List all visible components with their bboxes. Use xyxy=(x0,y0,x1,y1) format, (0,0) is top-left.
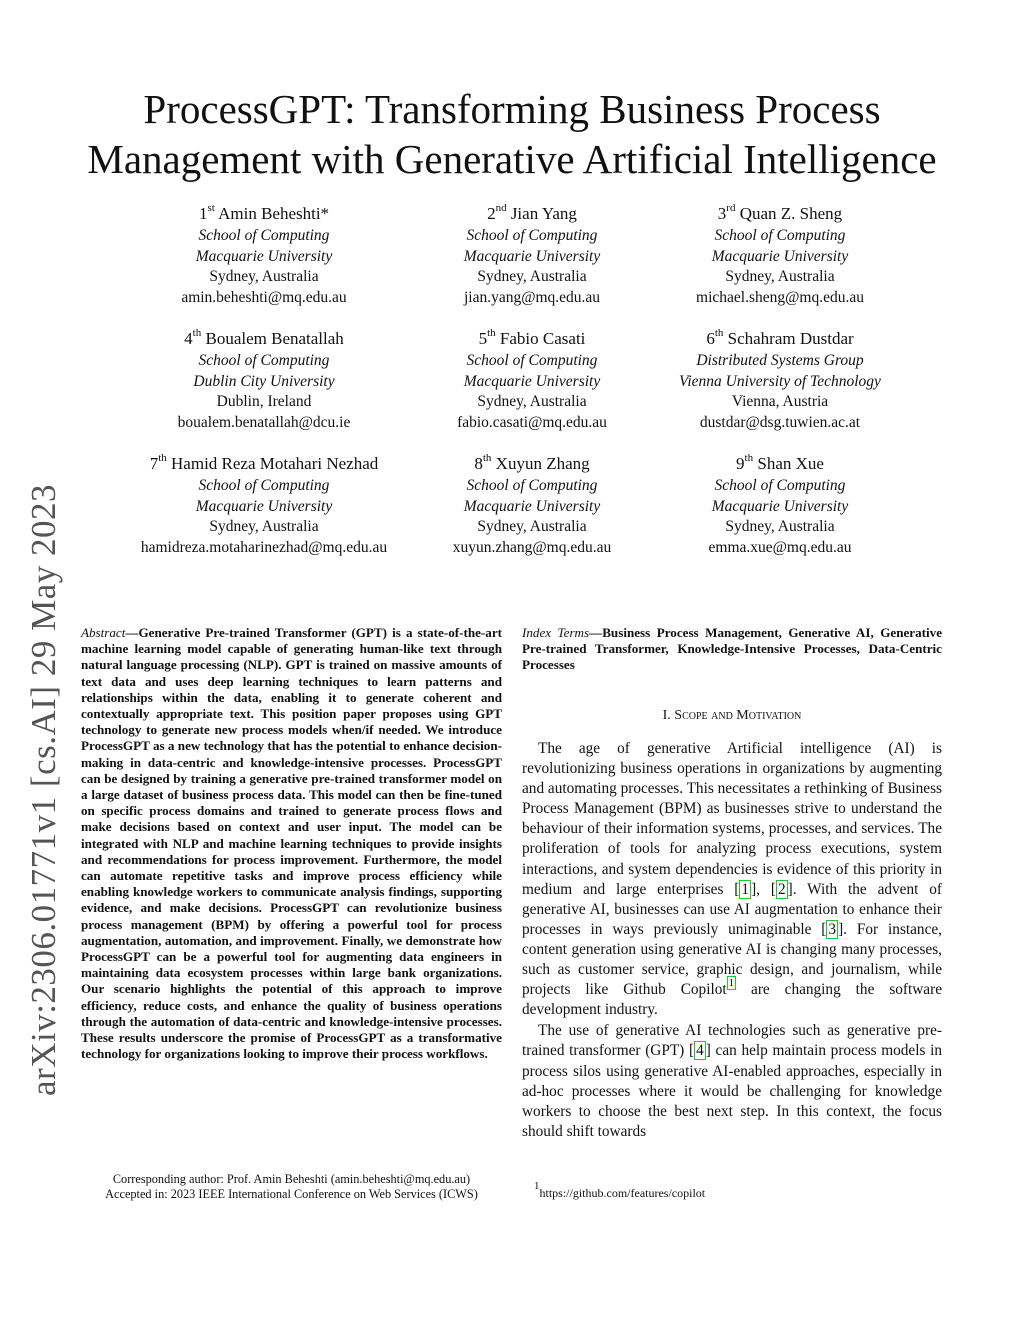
author-location: Vienna, Austria xyxy=(731,393,829,411)
author-location: Sydney, Australia xyxy=(725,518,835,536)
citation-link[interactable]: 2 xyxy=(777,880,786,898)
author-ordinal: 9 xyxy=(736,454,745,473)
footnote-mark: 1 xyxy=(534,1180,540,1192)
author-email: boualem.benatallah@dcu.ie xyxy=(177,414,351,432)
author-org: Macquarie University xyxy=(463,497,601,515)
index-terms-text: —Business Process Management, Generative AI, Generative Pre-trained Transformer, Knowledge-Intensive Processes, Data-Centric Processes xyxy=(522,625,943,673)
author-dept: School of Computing xyxy=(466,227,598,244)
author-name: Boualem Benatallah xyxy=(205,329,344,348)
author-ordinal: 5 xyxy=(478,329,488,348)
author-email: amin.beheshti@mq.edu.au xyxy=(181,289,347,307)
author-location: Dublin, Ireland xyxy=(216,393,312,411)
author-org: Macquarie University xyxy=(195,247,333,265)
author-ordinal: 3 xyxy=(717,204,727,223)
author-ordinal: 4 xyxy=(184,329,193,348)
author-ordinal: 7 xyxy=(149,454,159,473)
citation-link[interactable]: 3 xyxy=(828,920,837,938)
author-ordinal-suffix: rd xyxy=(726,202,736,214)
author-dept: School of Computing xyxy=(714,227,846,244)
author-org: Macquarie University xyxy=(711,497,849,515)
title-line-1: ProcessGPT: Transforming Business Process xyxy=(143,86,881,132)
paragraph: The use of generative AI technologies such as generative pre-trained transformer (GPT) [ 4 ] can help maintain process models in process silos using generative AI-enabled approaches, especially in ad-hoc processes where it would be challenging for knowledge workers to choose the best next step. In this context, the focus should shift towards xyxy=(522,1022,942,1140)
footnote-corresponding-author: Corresponding author: Prof. Amin Beheshti (amin.beheshti@mq.edu.au) xyxy=(112,1172,471,1186)
footnote-left xyxy=(81,1172,502,1203)
abstract-label: Abstract xyxy=(81,625,126,640)
author-email: hamidreza.motaharinezhad@mq.edu.au xyxy=(140,539,388,557)
footnote-url[interactable]: https://github.com/features/copilot xyxy=(539,1186,706,1200)
index-terms xyxy=(522,625,942,674)
author-name: Jian Yang xyxy=(510,204,577,223)
citation-link[interactable]: 4 xyxy=(696,1042,704,1060)
citation-link[interactable]: 1 xyxy=(741,880,750,898)
text-run: can help maintain process models in process silos using generative AI-enabled approaches, especially in ad-hoc processes where it would be challenging for knowledge workers to choose the best next step. In this context, the focus should shift towards xyxy=(522,1042,942,1140)
paper-title xyxy=(40,84,984,184)
author-email: jian.yang@mq.edu.au xyxy=(463,289,601,307)
author-ordinal-suffix: th xyxy=(487,327,496,339)
author-ordinal-suffix: th xyxy=(482,452,492,464)
author-ordinal-suffix: th xyxy=(744,452,754,464)
author-location: Sydney, Australia xyxy=(477,393,587,411)
author-location: Sydney, Australia xyxy=(209,268,319,286)
author-name: Quan Z. Sheng xyxy=(739,204,843,223)
footnote-accepted: Accepted in: 2023 IEEE International Conference on Web Services (ICWS) xyxy=(105,1187,478,1202)
author-dept: School of Computing xyxy=(198,352,330,369)
text-run: The age of generative Artificial intelligence (AI) is revolutionizing business operations in organizations by augmenting and automating processes. This necessitates a rethinking of Business Process Management (BPM) as businesses strive to understand the behaviour of their information systems, processes, and services. The proliferation of tools for analyzing process executions, system interactions, and system dependencies is evidence of this priority in medium and large enterprises xyxy=(522,740,942,898)
abstract-text: —Generative Pre-trained Transformer (GPT) is a state-of-the-art machine learning model capable of generating human-like text through natural language processing (NLP). GPT is trained on massive amounts of text data and uses deep learning techniques to learn patterns and relationships within the data, enabling it to generate coherent and contextually appropriate text. This position paper proposes using GPT technology to generate new process models when/if needed. We introduce ProcessGPT as a new technology that has the potential to enhance decision-making in data-centric and knowledge-intensive processes. ProcessGPT can be designed by training a generative pre-trained transformer model on a large dataset of business process data. This model can then be fine-tuned on specific process domains and trained to generate process flows and make decisions based on context and user input. The model can be integrated with NLP and machine learning techniques to provide insights and recommendations for process improvement. Furthermore, the model can automate repetitive tasks and improve process efficiency while enabling knowledge workers to communicate analysis findings, supporting evidence, and make decisions. ProcessGPT can revolutionize business process management (BPM) by offering a powerful tool for process augmentation, automation, and improvement. Finally, we demonstrate how ProcessGPT can be a powerful tool for augmenting data engineers in maintaining data ecosystem processes within large bank organizations. Our scenario highlights the potential of this approach to improve efficiency, reduce costs, and enhance the quality of business operations through the automation of data-centric and knowledge-intensive processes. These results underscore the promise of ProcessGPT as a transformative technology for organizations looking to improve their process workflows. xyxy=(81,625,502,1062)
author-email: xuyun.zhang@mq.edu.au xyxy=(452,539,612,557)
author-org: Vienna University of Technology xyxy=(679,372,881,390)
author-email: dustdar@dsg.tuwien.ac.at xyxy=(699,414,861,432)
author-location: Sydney, Australia xyxy=(477,268,587,286)
index-terms-label: Index Terms xyxy=(522,625,590,640)
author-org: Macquarie University xyxy=(463,372,601,390)
author-name: Schahram Dustdar xyxy=(727,329,854,348)
section-number: I. xyxy=(662,708,671,723)
author-ordinal-suffix: st xyxy=(207,202,215,214)
author-name: Fabio Casati xyxy=(499,329,586,348)
author-ordinal: 1 xyxy=(198,204,208,223)
text-run: . For instance, content generation using generative AI is changing many processes, such as customer service, graphic design, and journalism, while projects like Github Copilot xyxy=(522,920,942,999)
title-line-2: Management with Generative Artificial Intelligence xyxy=(87,136,937,182)
author-ordinal-suffix: th xyxy=(158,452,167,464)
footnote-link[interactable]: 1 xyxy=(728,977,735,990)
author-name: Xuyun Zhang xyxy=(495,454,590,473)
author-ordinal-suffix: th xyxy=(192,327,202,339)
author-ordinal-suffix: nd xyxy=(495,202,507,214)
text-run: The use of generative AI technologies such as generative pre-trained transformer (GPT) xyxy=(522,1022,942,1060)
author-ordinal: 6 xyxy=(706,329,715,348)
author-org: Macquarie University xyxy=(195,497,333,515)
author-location: Sydney, Australia xyxy=(477,518,587,536)
section-title: Scope and Motivation xyxy=(674,708,802,723)
author-org: Dublin City University xyxy=(193,372,335,390)
author-name: Amin Beheshti* xyxy=(218,204,330,223)
author-block xyxy=(620,327,940,434)
author-block xyxy=(620,452,940,559)
author-location: Sydney, Australia xyxy=(725,268,835,286)
paragraph: The age of generative Artificial intelligence (AI) is revolutionizing business operations in organizations by augmenting and automating processes. This necessitates a rethinking of Business Process Management (BPM) as businesses strive to understand the behaviour of their information systems, processes, and services. The proliferation of tools for analyzing process executions, system interactions, and system dependencies is evidence of this priority in medium and large enterprises [ 1 ], [ 2 ]. With the advent of generative AI, businesses can use AI augmentation to enhance their processes in ways previously unimaginable [ 3 ]. For instance, content generation using generative AI is changing many processes, such as customer service, graphic design, and journalism, while projects like Github Copilot $^1$ are changing the software development industry. xyxy=(522,740,942,1019)
author-name: Hamid Reza Motahari Nezhad xyxy=(171,454,379,473)
author-ordinal: 8 xyxy=(474,454,483,473)
author-ordinal-suffix: th xyxy=(714,327,724,339)
author-dept: School of Computing xyxy=(198,227,330,244)
author-name: Shan Xue xyxy=(757,454,824,473)
author-location: Sydney, Australia xyxy=(209,518,319,536)
author-dept: School of Computing xyxy=(466,477,598,494)
abstract xyxy=(81,625,502,1062)
arxiv-side-label: arXiv:2306.01771v1 [cs.AI] 29 May 2023 xyxy=(24,484,63,1096)
author-email: fabio.casati@mq.edu.au xyxy=(457,414,607,432)
author-block xyxy=(620,202,940,309)
author-dept: School of Computing xyxy=(714,477,846,494)
author-dept: School of Computing xyxy=(466,352,598,369)
author-email: michael.sheng@mq.edu.au xyxy=(696,289,864,307)
author-dept: Distributed Systems Group xyxy=(696,352,864,369)
author-ordinal: 2 xyxy=(487,204,496,223)
body-text xyxy=(522,739,942,1142)
section-heading xyxy=(522,706,942,726)
footnote-right xyxy=(534,1180,934,1201)
author-org: Macquarie University xyxy=(463,247,601,265)
text-run: . With the advent of generative AI, businesses can use AI augmentation to enhance their processes in ways previously unimaginable xyxy=(522,880,942,938)
author-dept: School of Computing xyxy=(198,477,330,494)
author-email: emma.xue@mq.edu.au xyxy=(708,539,852,557)
text-run: are changing the software development industry. xyxy=(522,981,942,1019)
text-run: , xyxy=(756,880,771,898)
author-org: Macquarie University xyxy=(711,247,849,265)
